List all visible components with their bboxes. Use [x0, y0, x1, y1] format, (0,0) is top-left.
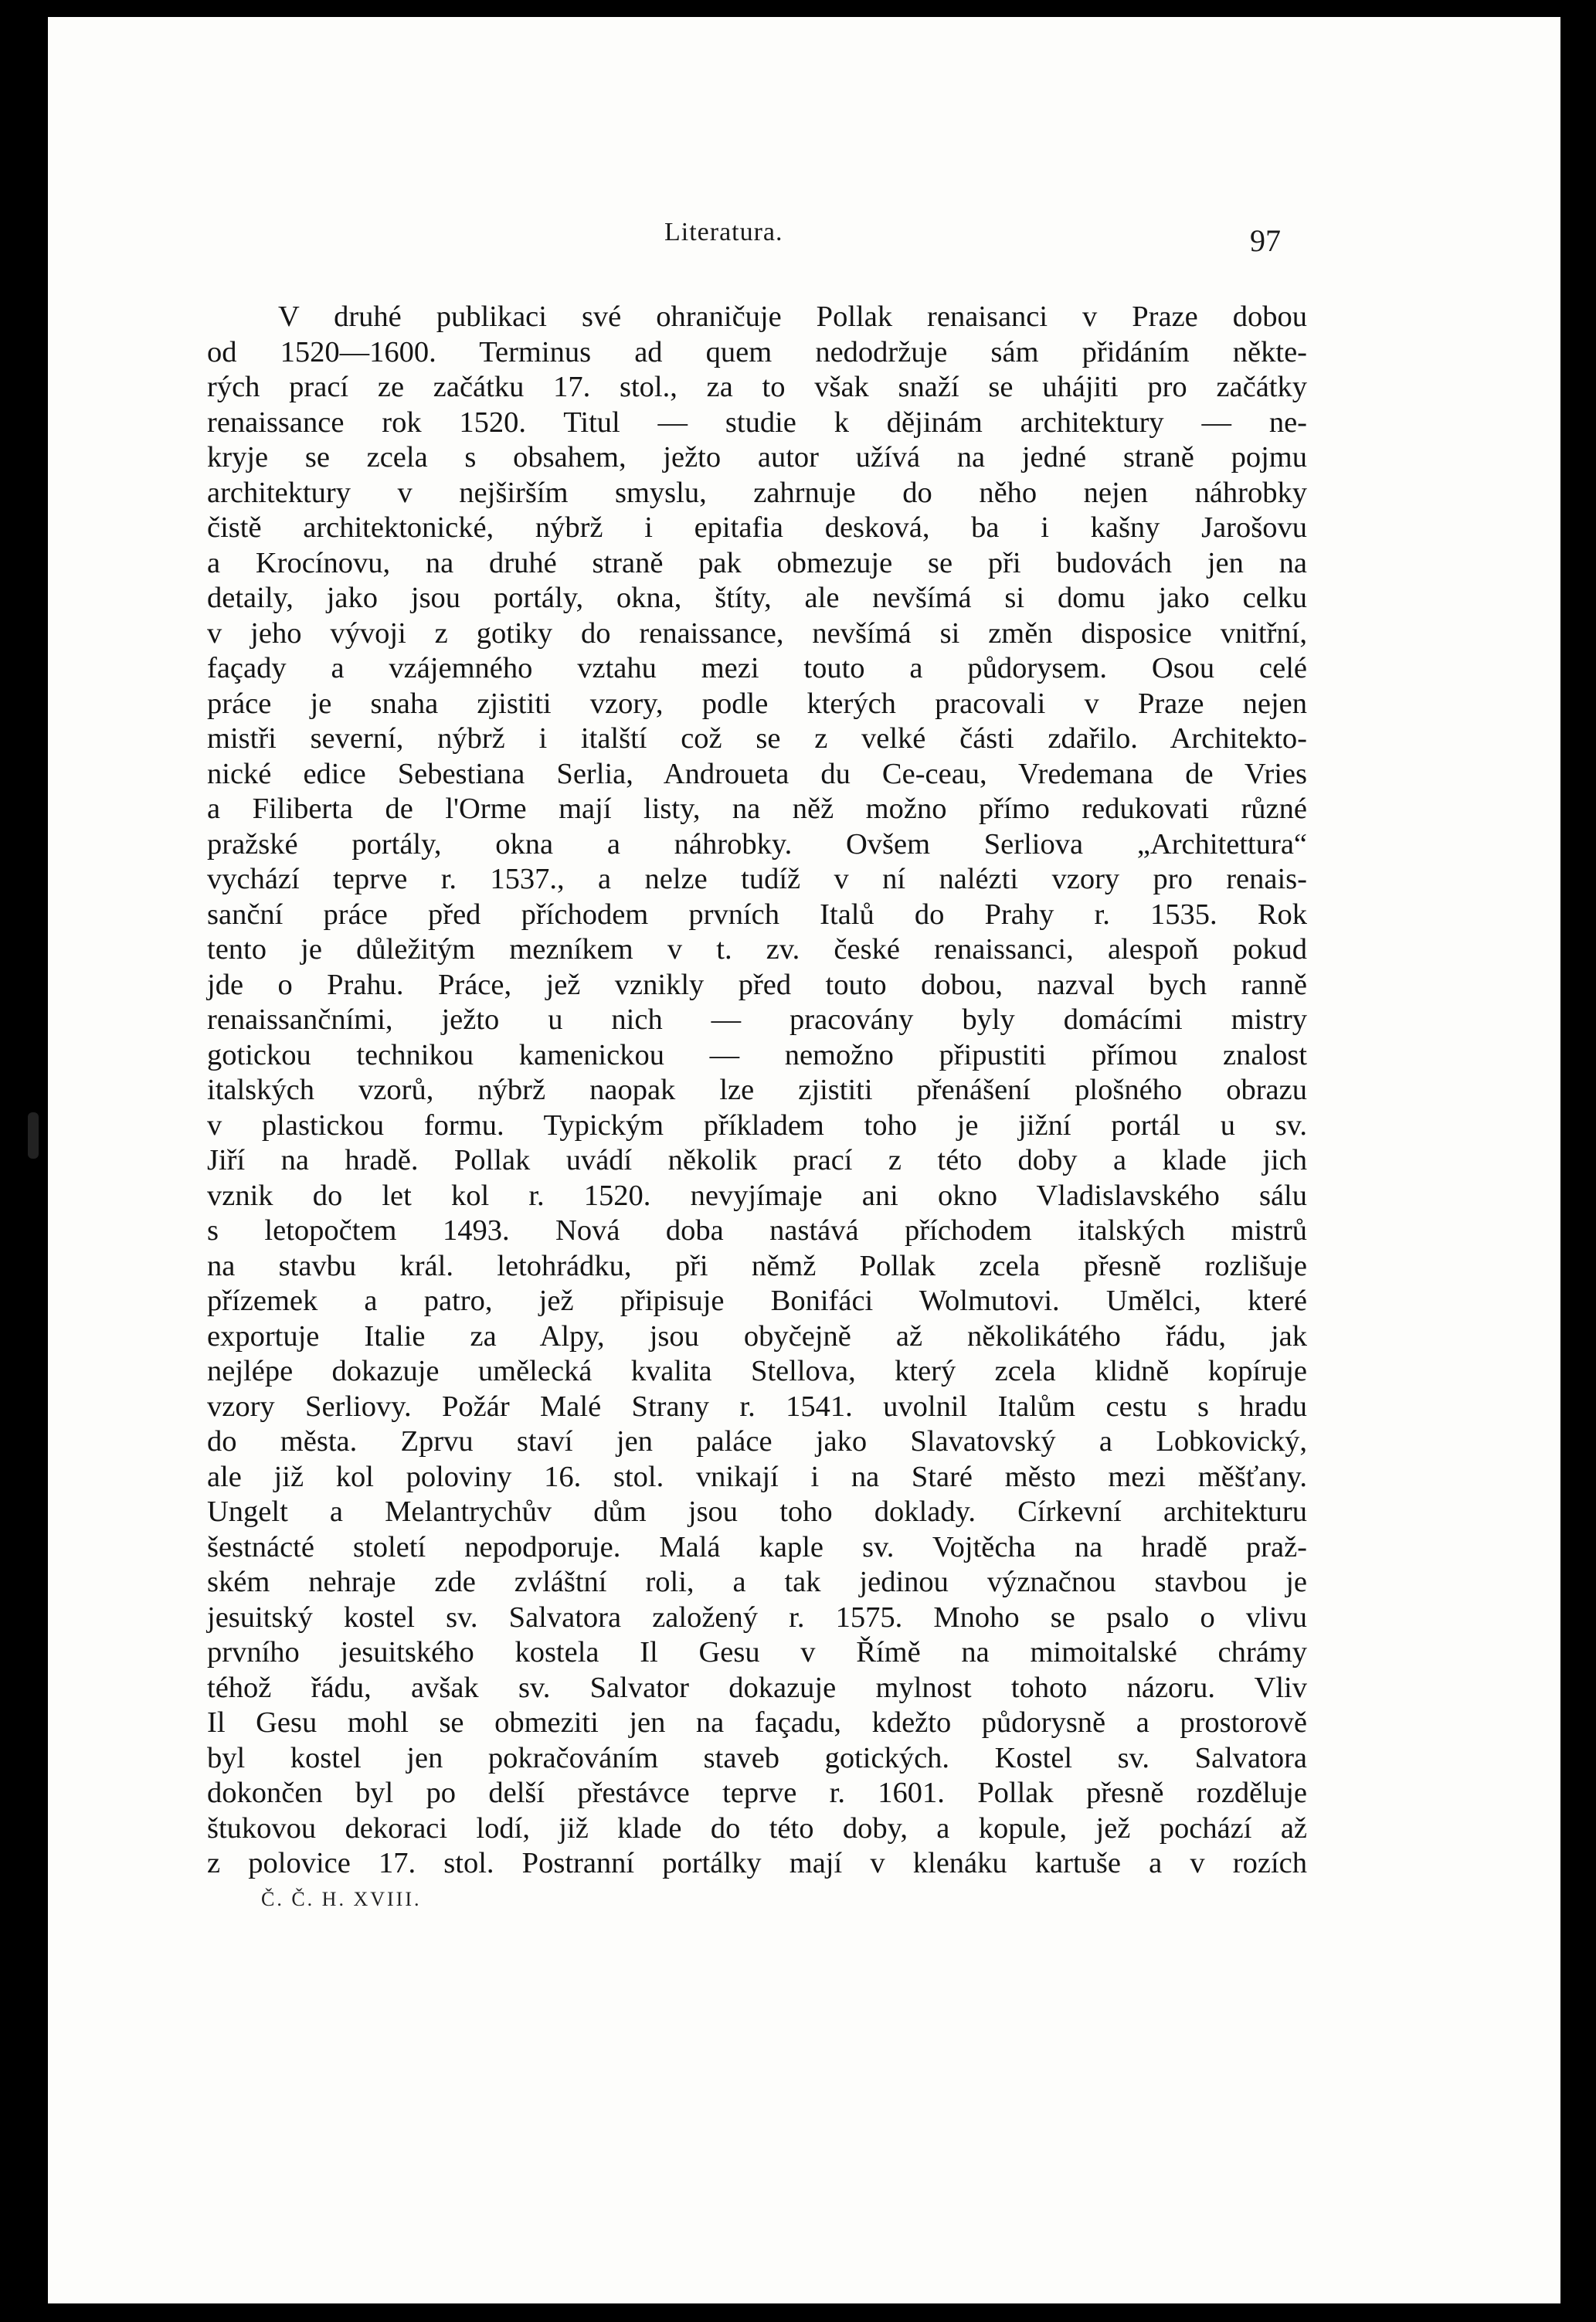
text-line: s letopočtem 1493. Nová doba nastává příchodem italských mistrů — [207, 1214, 1307, 1247]
text-line: dokončen byl po delší přestávce teprve r. 1601. Pollak přesně rozděluje — [207, 1777, 1307, 1809]
text-line: Jiří na hradě. Pollak uvádí několik prací z této doby a klade jich — [207, 1144, 1307, 1176]
text-line: vzory Serliovy. Požár Malé Strany r. 1541. uvolnil Italům cestu s hradu — [207, 1390, 1307, 1423]
text-line: rých prací ze začátku 17. stol., za to však snaží se uhájiti pro začátky — [207, 371, 1307, 403]
text-line: vychází teprve r. 1537., a nelze tudíž v ní nalézti vzory pro renais- — [207, 863, 1307, 895]
body-text — [207, 300, 1307, 1882]
signature-mark: Č. Č. H. XVIII. — [261, 1887, 422, 1910]
text-line: renaissance rok 1520. Titul — studie k dějinám architektury — ne- — [207, 406, 1307, 439]
text-line: pražské portály, okna a náhrobky. Ovšem Serliova „Architettura“ — [207, 827, 1307, 861]
text-line: v plastickou formu. Typickým příkladem toho je jižní portál u sv. — [207, 1108, 1307, 1142]
text-line: exportuje Italie za Alpy, jsou obyčejně až několikátého řádu, jak — [207, 1319, 1307, 1353]
text-line: v jeho vývoji z gotiky do renaissance, nevšímá si změn disposice vnitřní, — [207, 616, 1307, 650]
text-line: do města. Zprvu staví jen paláce jako Slavatovský a Lobkovický, — [207, 1425, 1307, 1458]
text-line: téhož řádu, avšak sv. Salvator dokazuje mylnost tohoto názoru. Vliv — [207, 1671, 1307, 1704]
text-line: z polovice 17. stol. Postranní portálky mají v klenáku kartuše a v rozích — [207, 1847, 1307, 1879]
text-line: práce je snaha zjistiti vzory, podle kterých pracovali v Praze nejen — [207, 687, 1307, 720]
text-line: nejlépe dokazuje umělecká kvalita Stellova, který zcela klidně kopíruje — [207, 1355, 1307, 1387]
text-line: ském nehraje zde zvláštní roli, a tak jedinou význačnou stavbou je — [207, 1566, 1307, 1598]
text-line: čistě architektonické, nýbrž i epitafia desková, ba i kašny Jarošovu — [207, 511, 1307, 544]
text-line: sanční práce před příchodem prvních Italů do Prahy r. 1535. Rok — [207, 898, 1307, 931]
text-line: Il Gesu mohl se obmeziti jen na façadu, kdežto půdorysně a prostorově — [207, 1706, 1307, 1739]
text-line: kryje se zcela s obsahem, ježto autor užívá na jedné straně pojmu — [207, 441, 1307, 474]
text-line: V druhé publikaci své ohraničuje Pollak renaisanci v Praze dobou — [278, 300, 1307, 333]
text-line: a Krocínovu, na druhé straně pak obmezuje se při budovách jen na — [207, 546, 1307, 579]
binding-mark — [28, 1112, 39, 1159]
text-line: renaissančními, ježto u nich — pracovány byly domácími mistry — [207, 1003, 1307, 1036]
text-line: jde o Prahu. Práce, jež vznikly před touto dobou, nazval bych ranně — [207, 968, 1307, 1001]
text-line: a Filiberta de l'Orme mají listy, na něž možno přímo redukovati různé — [207, 793, 1307, 825]
text-line: tento je důležitým mezníkem v t. zv. české renaissanci, alespoň pokud — [207, 933, 1307, 966]
text-line: šestnácté století nepodporuje. Malá kaple sv. Vojtěcha na hradě praž- — [207, 1530, 1307, 1563]
text-line: na stavbu král. letohrádku, při němž Pollak zcela přesně rozlišuje — [207, 1249, 1307, 1282]
page-number: 97 — [1250, 223, 1281, 258]
text-line: od 1520—1600. Terminus ad quem nedodržuje sám přidáním někte- — [207, 335, 1307, 368]
text-line: Ungelt a Melantrychův dům jsou toho doklady. Církevní architekturu — [207, 1495, 1307, 1528]
text-line: jesuitský kostel sv. Salvatora založený r. 1575. Mnoho se psalo o vlivu — [207, 1601, 1307, 1634]
running-title: Literatura. — [664, 218, 783, 246]
text-line: přízemek a patro, jež připisuje Bonifáci Wolmutovi. Umělci, které — [207, 1285, 1307, 1317]
text-line: štukovou dekoraci lodí, již klade do této doby, a kopule, jež pochází až — [207, 1811, 1307, 1845]
text-line: gotickou technikou kamenickou — nemožno připustiti přímou znalost — [207, 1038, 1307, 1071]
text-line: detaily, jako jsou portály, okna, štíty, ale nevšímá si domu jako celku — [207, 582, 1307, 614]
text-line: architektury v nejširším smyslu, zahrnuje do něho nejen náhrobky — [207, 476, 1307, 509]
text-line: byl kostel jen pokračováním staveb gotických. Kostel sv. Salvatora — [207, 1741, 1307, 1774]
text-line: nické edice Sebestiana Serlia, Androueta du Ce-ceau, Vredemana de Vries — [207, 757, 1307, 790]
text-line: mistři severní, nýbrž i italští což se z velké části zdařilo. Architekto- — [207, 722, 1307, 755]
text-line: façady a vzájemného vztahu mezi touto a půdorysem. Osou celé — [207, 652, 1307, 684]
text-line: prvního jesuitského kostela Il Gesu v Římě na mimoitalské chrámy — [207, 1636, 1307, 1669]
text-line: vznik do let kol r. 1520. nevyjímaje ani okno Vladislavského sálu — [207, 1179, 1307, 1212]
text-line: italských vzorů, nýbrž naopak lze zjistiti přenášení plošného obrazu — [207, 1074, 1307, 1106]
text-line: ale již kol poloviny 16. stol. vnikají i na Staré město mezi měšťany. — [207, 1460, 1307, 1493]
